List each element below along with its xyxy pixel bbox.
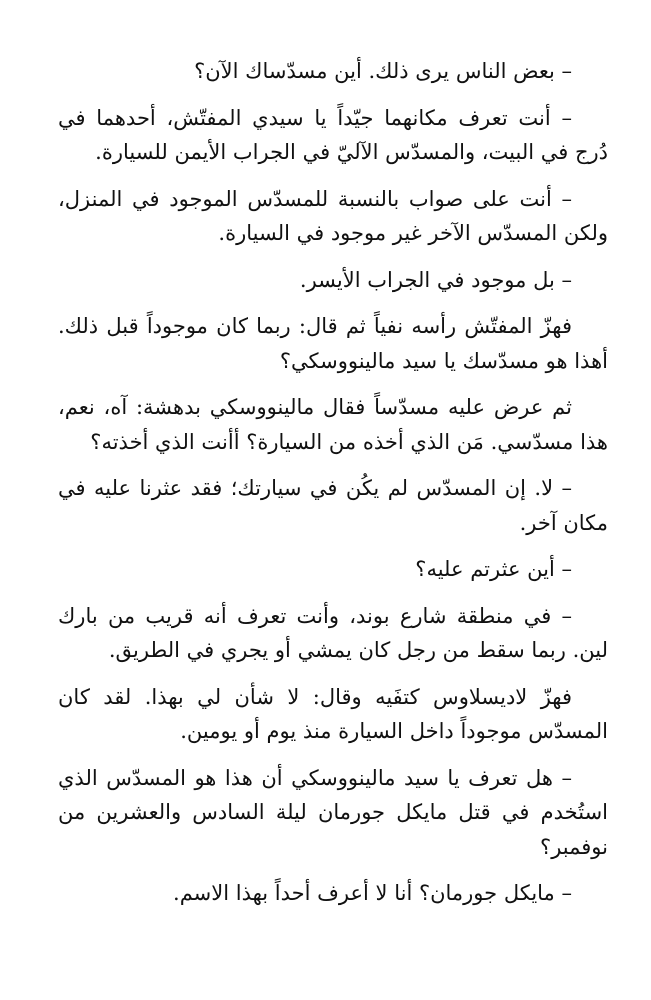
dialogue-paragraph-9: – في منطقة شارع بوند، وأنت تعرف أنه قريب من بارك لين. ربما سقط من رجل كان يمشي أو يجري في الطريق. [58,603,608,662]
dialogue-paragraph-1: – بعض الناس يرى ذلك. أين مسدّساك الآن؟ [194,59,572,83]
narrative-paragraph-10: فهزّ لاديسلاوس كتفَيه وقال: لا شأن لي بهذا. لقد كان المسدّس موجوداً داخل السيارة منذ يوم أو يومين. [58,684,608,743]
dialogue-paragraph-7: – لا. إن المسدّس لم يكُن في سيارتك؛ فقد عثرنا عليه في مكان آخر. [58,476,608,535]
book-page-text [58,54,608,923]
narrative-paragraph-6: ثم عرض عليه مسدّساً فقال مالينووسكي بدهشة: آه، نعم، هذا مسدّسي. مَن الذي أخذه من السيارة؟ أأنت الذي أخذته؟ [58,395,608,454]
dialogue-paragraph-4: – بل موجود في الجراب الأيسر. [299,267,572,292]
dialogue-paragraph-12: – مايكل جورمان؟ أنا لا أعرف أحداً بهذا الاسم. [173,881,572,905]
dialogue-paragraph-8: – أين عثرتم عليه؟ [415,557,572,581]
dialogue-paragraph-11: – هل تعرف يا سيد مالينووسكي أن هذا هو المسدّس الذي استُخدم في قتل مايكل جورمان ليلة السادس والعشرين من نوفمبر؟ [58,765,608,859]
dialogue-paragraph-3: – أنت على صواب بالنسبة للمسدّس الموجود في المنزل، ولكن المسدّس الآخر غير موجود في السيارة. [58,186,608,245]
narrative-paragraph-5: فهزّ المفتّش رأسه نفياً ثم قال: ربما كان موجوداً قبل ذلك. أهذا هو مسدّسك يا سيد مالينووسكي؟ [58,314,608,373]
dialogue-paragraph-2: – أنت تعرف مكانهما جيّداً يا سيدي المفتّش، أحدهما في دُرج في البيت، والمسدّس الآليّ في الجراب الأيمن للسيارة. [58,105,608,164]
